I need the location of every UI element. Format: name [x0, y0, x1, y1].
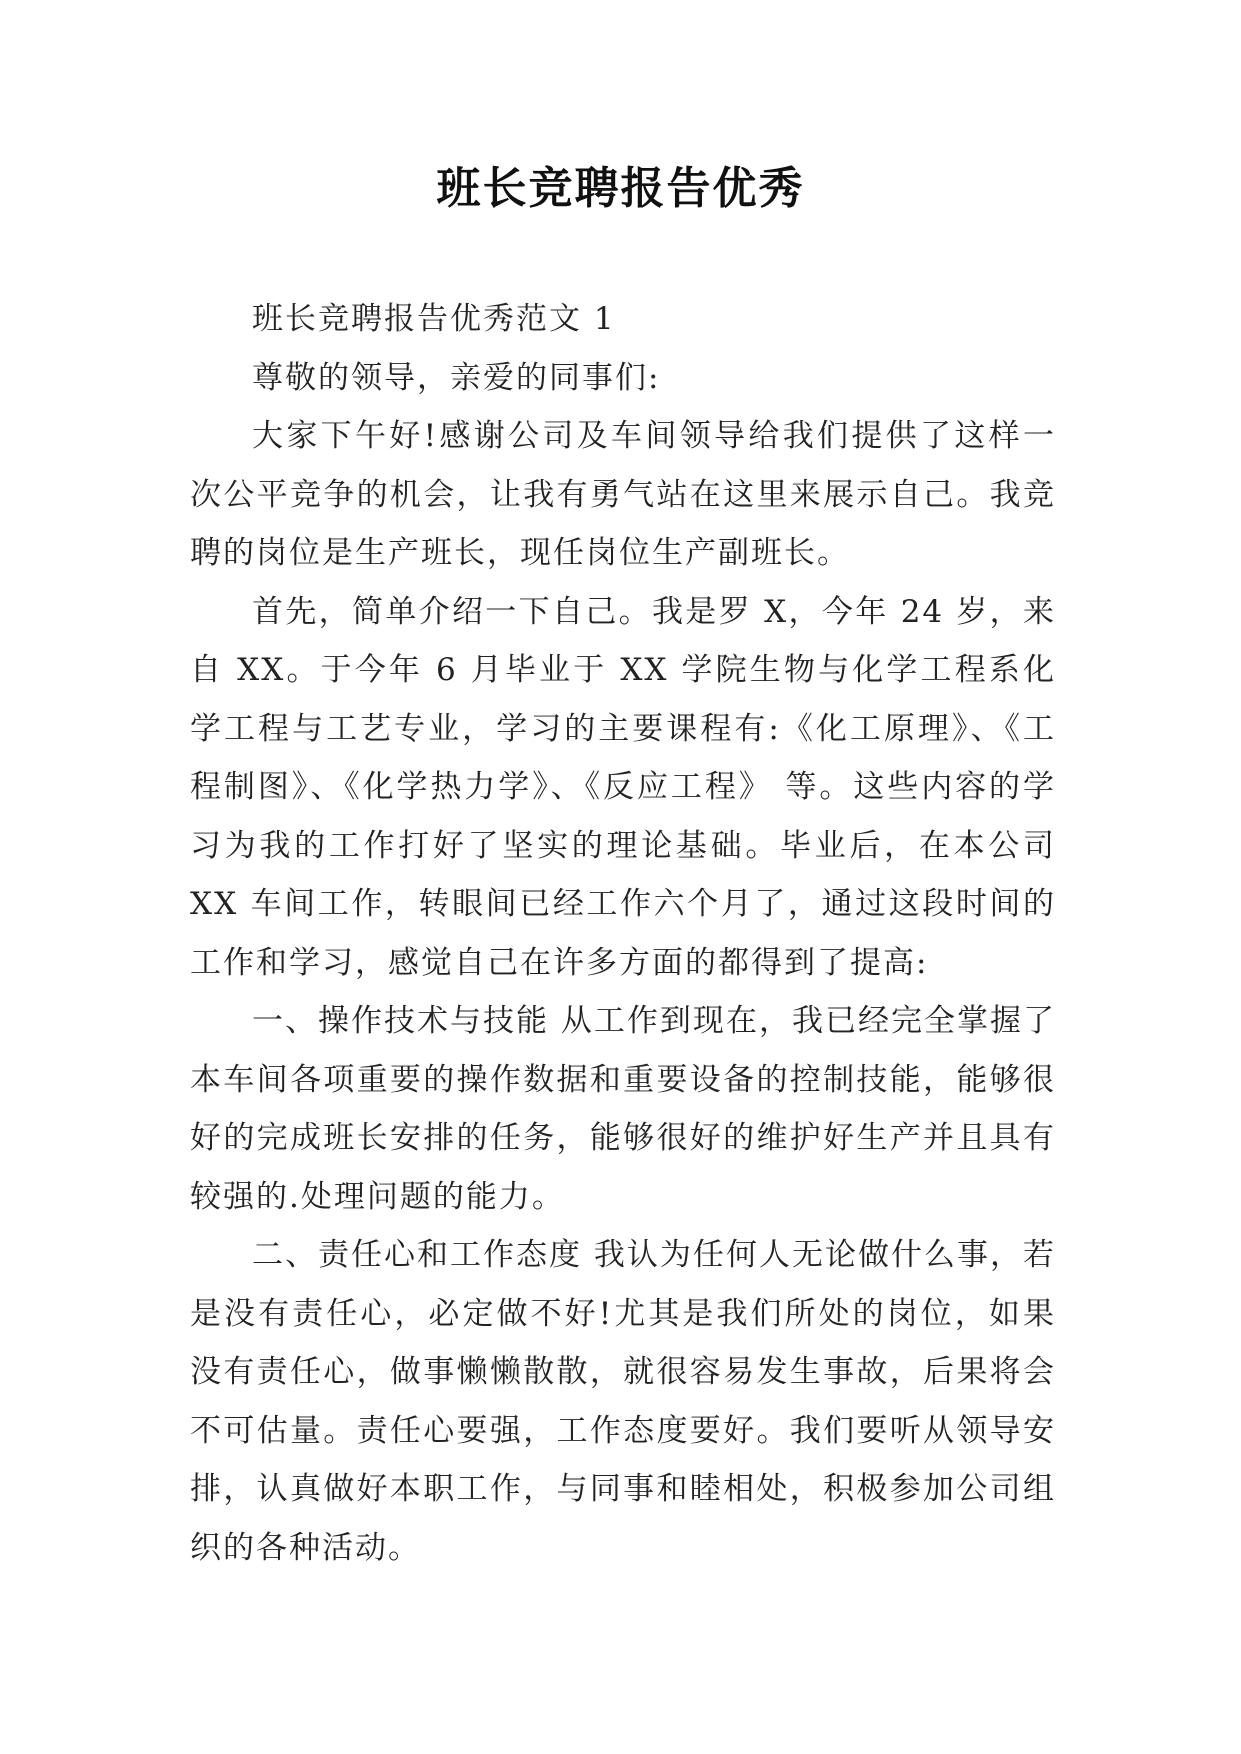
document-body [190, 290, 1056, 1577]
heading-paragraph: 班长竞聘报告优秀范文 1 [252, 301, 616, 337]
salutation-paragraph: 尊敬的领导，亲爱的同事们: [252, 359, 661, 396]
body-paragraph: 二、责任心和工作态度 我认为任何人无论做什么事，若是没有责任心，必定做不好!尤其是我们所处的岗位，如果没有责任心，做事懒懒散散，就很容易发生事故，后果将会不可估量。责任心要强，工作态度要好。我们要听从领导安排，认真做好本职工作，与同事和睦相处，积极参加公司组织的各种活动。 [190, 1237, 1056, 1566]
body-paragraph: 大家下午好!感谢公司及车间领导给我们提供了这样一次公平竞争的机会，让我有勇气站在这里来展示自己。我竞聘的岗位是生产班长，现任岗位生产副班长。 [190, 418, 1056, 571]
document-title: 班长竞聘报告优秀 [436, 163, 805, 214]
body-paragraph: 一、操作技术与技能 从工作到现在，我已经完全掌握了本车间各项重要的操作数据和重要设备的控制技能，能够很好的完成班长安排的任务，能够很好的维护好生产并且具有较强的.处理问题的能力。 [190, 1003, 1056, 1215]
body-paragraph: 首先，简单介绍一下自己。我是罗 X，今年 24 岁，来自 XX。于今年 6 月毕业于 XX 学院生物与化学工程系化学工程与工艺专业，学习的主要课程有:《化工原理》、《工程制图》、《化学热力学》、《反应工程》 等。这些内容的学习为我的工作打好了坚实的理论基础。毕业后，在本公司 XX 车间工作，转眼间已经工作六个月了，通过这段时间的工作和学习，感觉自己在许多方面的都得到了提高: [190, 593, 1056, 981]
